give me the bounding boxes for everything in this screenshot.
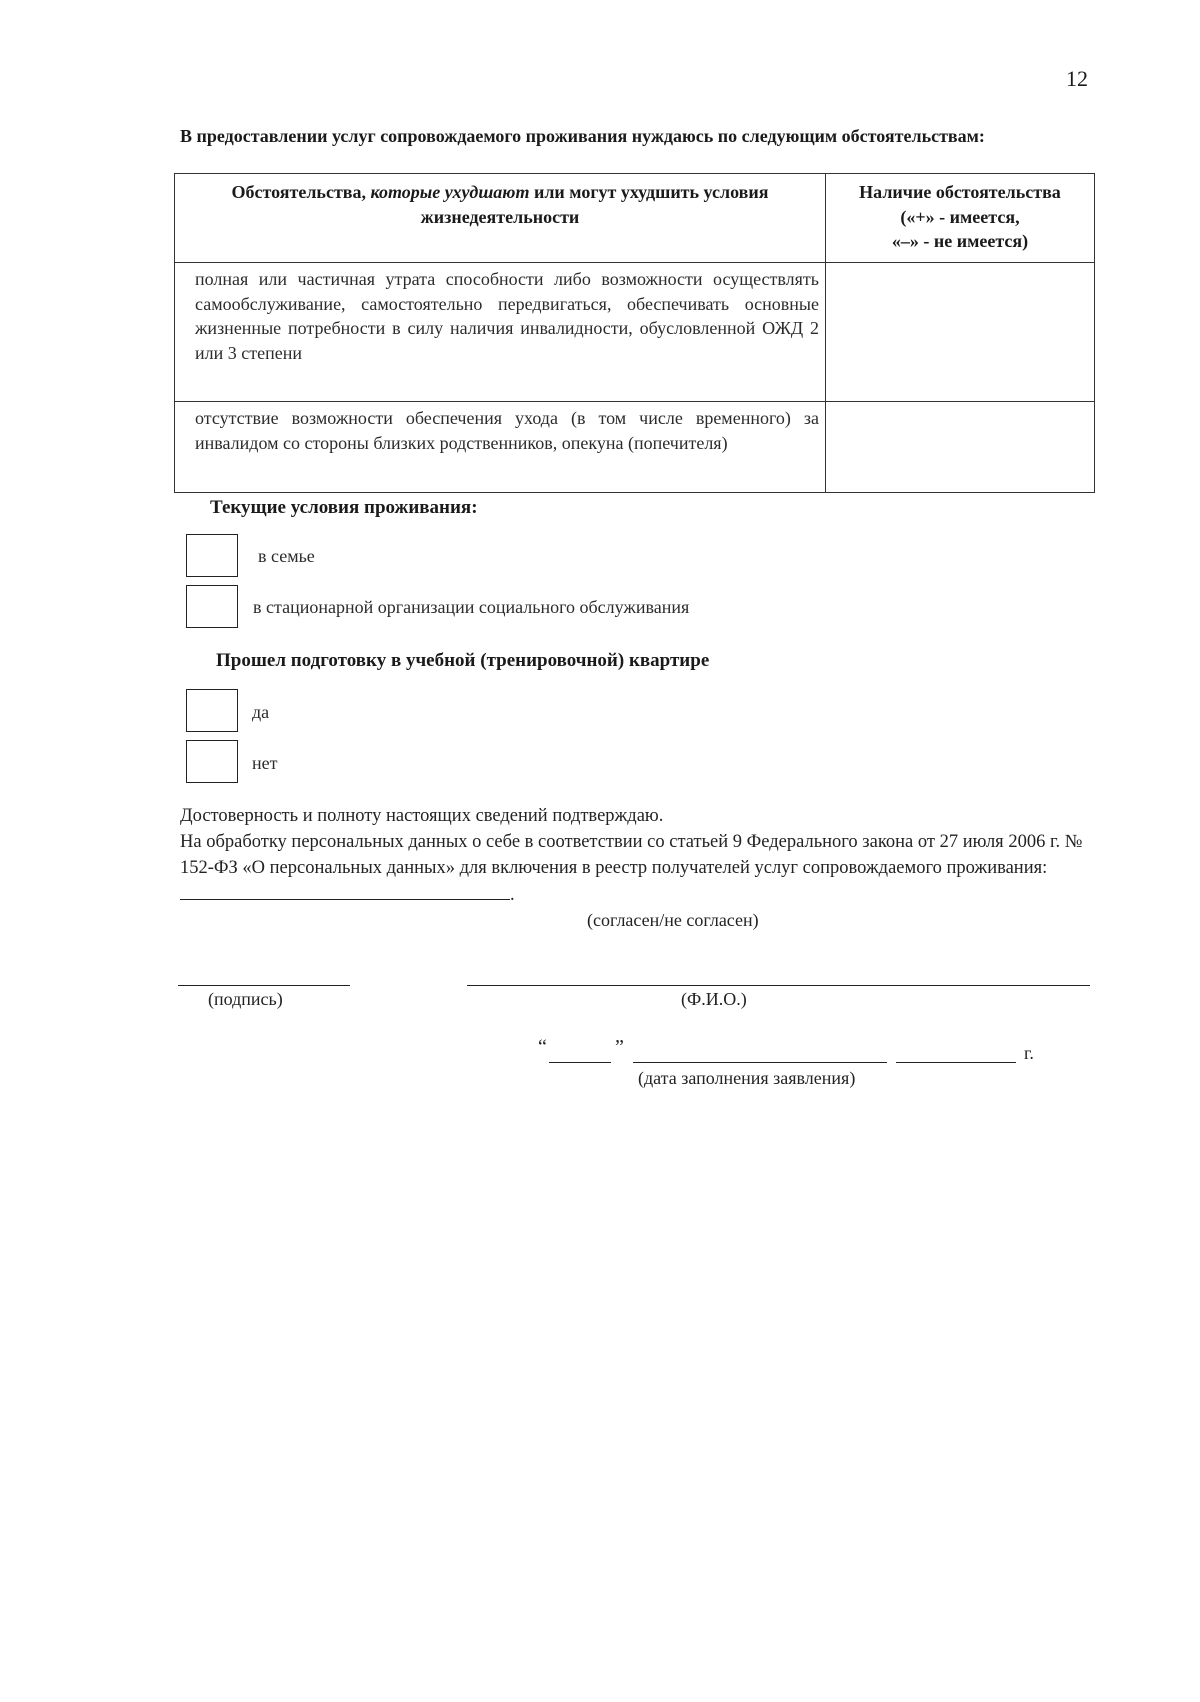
signature-line[interactable]	[178, 985, 350, 986]
consent-caption: (согласен/не согласен)	[587, 910, 759, 930]
header-col1-italic: которые ухудшают	[370, 182, 530, 202]
date-close-quote: ”	[615, 1036, 624, 1058]
date-year-line[interactable]	[896, 1062, 1016, 1063]
table-row	[175, 402, 1095, 493]
consent-paragraph	[180, 803, 1100, 908]
checkbox-family[interactable]	[186, 534, 238, 577]
header-col2-line1: Наличие обстоятельства	[859, 182, 1061, 202]
checkbox-stationary-organization[interactable]	[186, 585, 238, 628]
header-col2-line3: «–» - не имеется)	[891, 231, 1029, 251]
consent-text: На обработку персональных данных о себе в соответствии со статьей 9 Федерального закона от 27 июля 2006 г. № 152-ФЗ «О персональных данных» для включения в реестр получателей услуг сопровождаемого проживания:	[180, 832, 1083, 878]
date-day-line[interactable]	[549, 1062, 611, 1063]
presence-input-cell[interactable]	[826, 402, 1095, 493]
table-row	[175, 263, 1095, 402]
header-presence	[826, 174, 1095, 263]
date-caption: (дата заполнения заявления)	[638, 1068, 856, 1088]
header-col1-part2: или могут ухудшить условия жизнедеятельности	[420, 182, 769, 227]
circumstance-text: отсутствие возможности обеспечения ухода (в том числе временного) за инвалидом со стороны близких родственников, опекуна (попечителя)	[175, 402, 826, 493]
fio-line[interactable]	[467, 985, 1090, 986]
header-circumstances	[175, 174, 826, 263]
option-family-label: в семье	[258, 546, 315, 566]
checkbox-no[interactable]	[186, 740, 238, 783]
date-open-quote: “	[538, 1036, 547, 1058]
header-col1-part1: Обстоятельства,	[231, 182, 371, 202]
date-month-line[interactable]	[633, 1062, 887, 1063]
training-title: Прошел подготовку в учебной (тренировочной) квартире	[216, 650, 710, 671]
consent-fill-line[interactable]	[180, 881, 510, 900]
option-stationary-label: в стационарной организации социального обслуживания	[253, 597, 690, 617]
header-col2-line2: («+» - имеется,	[900, 206, 1020, 227]
signature-caption: (подпись)	[208, 989, 283, 1009]
table-header-row	[175, 174, 1095, 263]
checkbox-yes[interactable]	[186, 689, 238, 732]
confirm-text: Достоверность и полноту настоящих сведений подтверждаю.	[180, 806, 664, 826]
fio-caption: (Ф.И.О.)	[681, 989, 747, 1009]
circumstances-table	[174, 173, 1095, 493]
circumstance-text: полная или частичная утрата способности либо возможности осуществлять самообслуживание, самостоятельно передвигаться, обеспечивать основные жизненные потребности в силу наличия инвалидности, обусловленной ОЖД 2 или 3 степени	[175, 263, 826, 402]
option-no-label: нет	[252, 753, 278, 773]
living-conditions-title: Текущие условия проживания:	[210, 497, 478, 518]
option-yes-label: да	[252, 702, 270, 722]
presence-input-cell[interactable]	[826, 263, 1095, 402]
intro-text: В предоставлении услуг сопровождаемого проживания нуждаюсь по следующим обстоятельствам:	[180, 126, 985, 146]
date-year-suffix: г.	[1024, 1043, 1034, 1063]
consent-block	[180, 829, 1100, 908]
consent-end: .	[510, 885, 515, 905]
page-number: 12	[1066, 66, 1088, 91]
